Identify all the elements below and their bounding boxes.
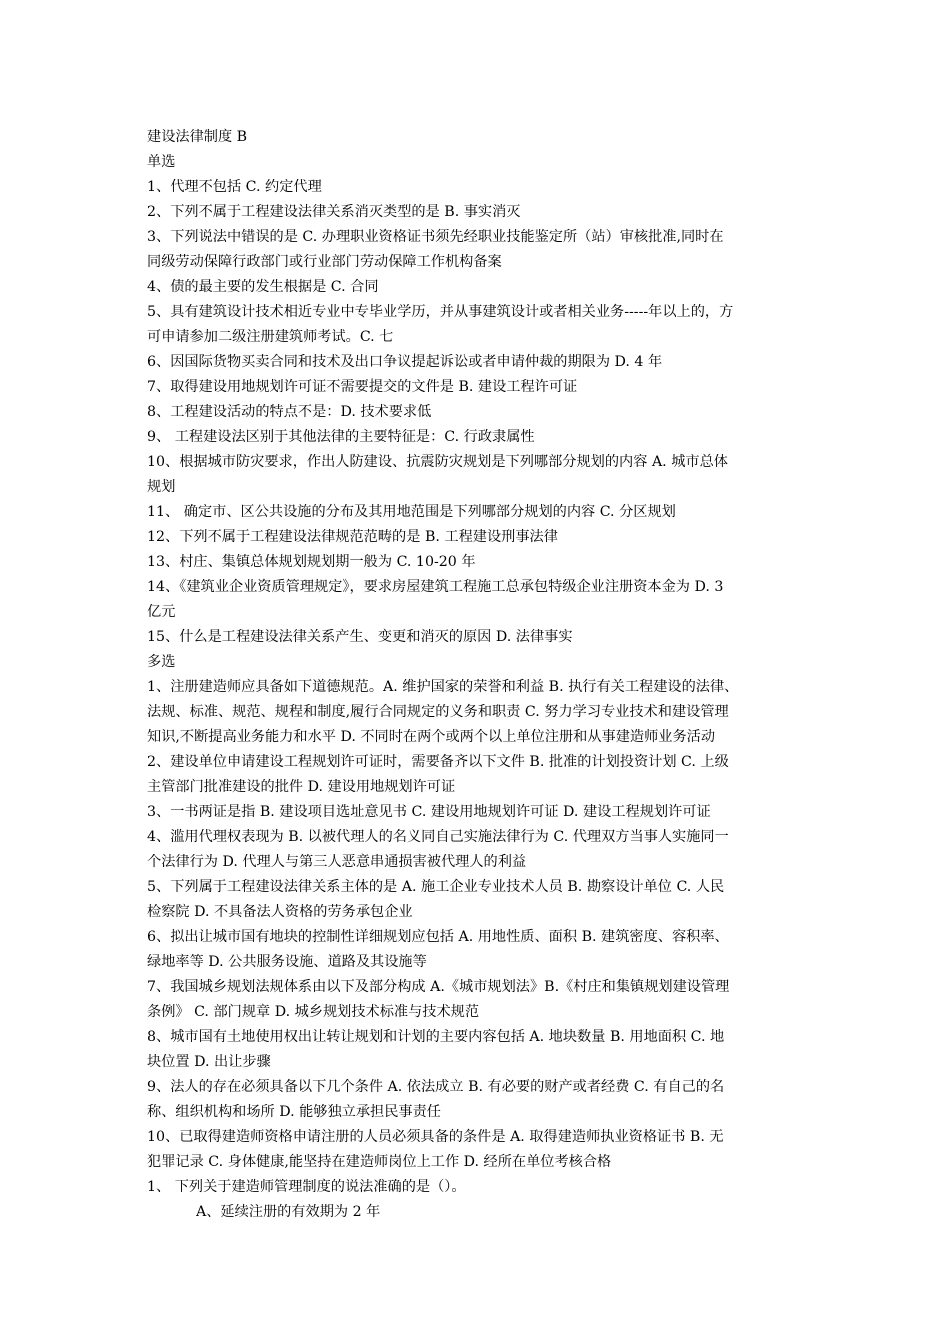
text-line: 1、注册建造师应具备如下道德规范。A. 维护国家的荣誉和利益 B. 执行有关工程建设的法律、 (147, 679, 739, 695)
text-line: 块位置 D. 出让步骤 (147, 1054, 271, 1070)
text-line: 11、 确定市、区公共设施的分布及其用地范围是下列哪部分规划的内容 C. 分区规划 (147, 504, 676, 520)
text-line: 12、下列不属于工程建设法律规范范畴的是 B. 工程建设刑事法律 (147, 529, 558, 545)
text-line: 5、下列属于工程建设法律关系主体的是 A. 施工企业专业技术人员 B. 勘察设计单位 C. 人民 (147, 879, 725, 895)
text-line: 15、什么是工程建设法律关系产生、变更和消灭的原因 D. 法律事实 (147, 629, 573, 645)
text-line: 8、城市国有土地使用权出让转让规划和计划的主要内容包括 A. 地块数量 B. 用地面积 C. 地 (147, 1029, 725, 1045)
text-line: 13、村庄、集镇总体规划规划期一般为 C. 10-20 年 (147, 554, 476, 570)
text-line: 亿元 (147, 604, 176, 620)
text-line: 10、已取得建造师资格申请注册的人员必须具备的条件是 A. 取得建造师执业资格证书 B. 无 (147, 1129, 724, 1145)
text-line: 2、建设单位申请建设工程规划许可证时，需要备齐以下文件 B. 批准的计划投资计划 C. 上级 (147, 754, 729, 770)
text-line: 法规、标准、规范、规程和制度,履行合同规定的义务和职责 C. 努力学习专业技术和建设管理 (147, 704, 729, 720)
text-line: 个法律行为 D. 代理人与第三人恶意串通损害被代理人的利益 (147, 854, 527, 870)
text-line: 知识,不断提高业务能力和水平 D. 不同时在两个或两个以上单位注册和从事建造师业务活动 (147, 729, 716, 745)
text-line: 4、滥用代理权表现为 B. 以被代理人的名义同自己实施法律行为 C. 代理双方当事人实施同一 (147, 829, 729, 845)
text-line: 同级劳动保障行政部门或行业部门劳动保障工作机构备案 (147, 254, 502, 270)
text-line: 10、根据城市防灾要求，作出人防建设、抗震防灾规划是下列哪部分规划的内容 A. 城市总体 (147, 454, 728, 470)
text-line: 称、组织机构和场所 D. 能够独立承担民事责任 (147, 1104, 441, 1120)
text-line: 1、代理不包括 C. 约定代理 (147, 179, 322, 195)
text-line: 5、具有建筑设计技术相近专业中专毕业学历，并从事建筑设计或者相关业务-----年以上的，方 (147, 304, 734, 320)
section-heading-single-choice: 单选 (147, 154, 176, 170)
text-line: 7、我国城乡规划法规体系由以下及部分构成 A.《城市规划法》B.《村庄和集镇规划建设管理 (147, 979, 730, 995)
text-line: 14、《建筑业企业资质管理规定》，要求房屋建筑工程施工总承包特级企业注册资本金为 D. 3 (147, 579, 724, 595)
text-line: 规划 (147, 479, 176, 495)
text-line: 7、取得建设用地规划许可证不需要提交的文件是 B. 建设工程许可证 (147, 379, 578, 395)
text-line: 绿地率等 D. 公共服务设施、道路及其设施等 (147, 954, 427, 970)
text-line: 9、 工程建设法区别于其他法律的主要特征是：C. 行政隶属性 (147, 429, 535, 445)
text-line: 可申请参加二级注册建筑师考试。C. 七 (147, 329, 394, 345)
text-line: 2、下列不属于工程建设法律关系消灭类型的是 B. 事实消灭 (147, 204, 521, 220)
text-line: 8、工程建设活动的特点不是：D. 技术要求低 (147, 404, 432, 420)
section-heading-multiple-choice: 多选 (147, 654, 176, 670)
doc-title: 建设法律制度 B (147, 129, 248, 145)
question-line: 1、 下列关于建造师管理制度的说法准确的是（）。 (147, 1179, 466, 1195)
text-line: 检察院 D. 不具备法人资格的劳务承包企业 (147, 904, 413, 920)
text-line: 犯罪记录 C. 身体健康,能坚持在建造师岗位上工作 D. 经所在单位考核合格 (147, 1154, 612, 1170)
text-line: 3、下列说法中错误的是 C. 办理职业资格证书须先经职业技能鉴定所（站）审核批准,同时在 (147, 229, 724, 245)
text-line: 条例》 C. 部门规章 D. 城乡规划技术标准与技术规范 (147, 1004, 480, 1020)
text-line: 9、法人的存在必须具备以下几个条件 A. 依法成立 B. 有必要的财产或者经费 C. 有自己的名 (147, 1079, 725, 1095)
text-line: 主管部门批准建设的批件 D. 建设用地规划许可证 (147, 779, 456, 795)
text-line: 6、因国际货物买卖合同和技术及出口争议提起诉讼或者申请仲裁的期限为 D. 4 年 (147, 354, 663, 370)
answer-option-line: A、延续注册的有效期为 2 年 (196, 1204, 381, 1220)
text-line: 4、债的最主要的发生根据是 C. 合同 (147, 279, 379, 295)
text-line: 6、拟出让城市国有地块的控制性详细规划应包括 A. 用地性质、面积 B. 建筑密度、容积率、 (147, 929, 729, 945)
text-line: 3、一书两证是指 B. 建设项目选址意见书 C. 建设用地规划许可证 D. 建设工程规划许可证 (147, 804, 711, 820)
